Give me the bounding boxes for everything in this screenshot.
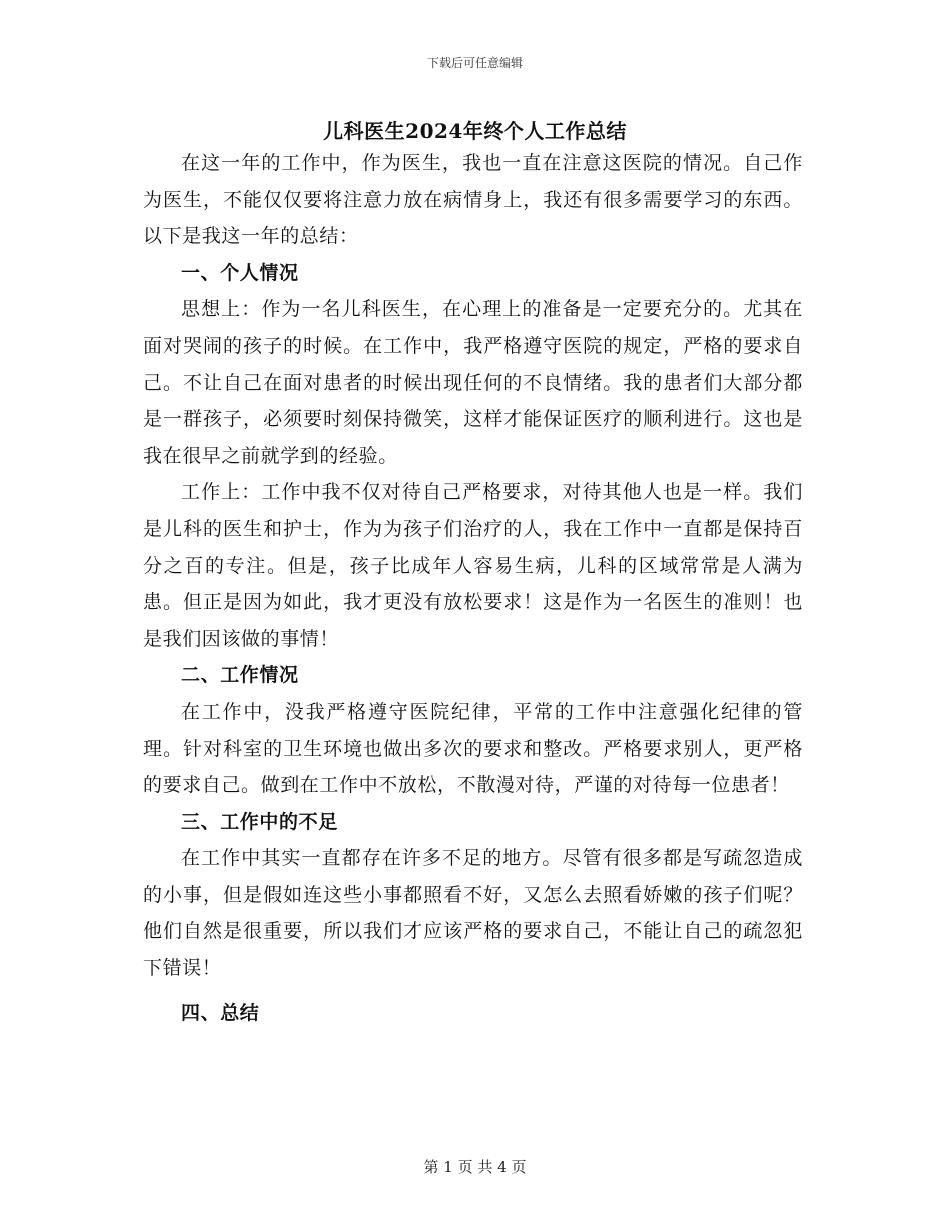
- section-heading-work: 二、工作情况: [181, 664, 299, 687]
- section-heading-personal: 一、个人情况: [181, 261, 299, 284]
- paragraph-work-attitude: 工作上：工作中我不仅对待自己严格要求，对待其他人也是一样。我们是儿科的医生和护士，作为为孩子们治疗的人，我在工作中一直都是保持百分之百的专注。但是，孩子比成年人容易生病，儿科的区域常常是人满为患。但正是因为如此，我才更没有放松要求！这是作为一名医生的准则！也是我们因该做的事情！: [143, 481, 803, 650]
- paragraph-thinking: 思想上：作为一名儿科医生，在心理上的准备是一定要充分的。尤其在面对哭闹的孩子的时候。在工作中，我严格遵守医院的规定，严格的要求自己。不让自己在面对患者的时候出现任何的不良情绪。我的患者们大部分都是一群孩子，必须要时刻保持微笑，这样才能保证医疗的顺利进行。这也是我在很早之前就学到的经验。: [143, 298, 803, 467]
- page-number: 第 1 页 共 4 页: [423, 1158, 527, 1176]
- intro-paragraph: 在这一年的工作中，作为医生，我也一直在注意这医院的情况。自己作为医生，不能仅仅要将注意力放在病情身上，我还有很多需要学习的东西。以下是我这一年的总结：: [143, 152, 803, 248]
- section-heading-summary: 四、总结: [181, 1001, 260, 1024]
- paragraph-shortcomings: 在工作中其实一直都存在许多不足的地方。尽管有很多都是写疏忽造成的小事，但是假如连这些小事都照看不好，又怎么去照看娇嫩的孩子们呢？他们自然是很重要，所以我们才应该严格的要求自己，不能让自己的疏忽犯下错误！: [143, 847, 803, 980]
- page-header-note: 下载后可任意编辑: [426, 56, 523, 70]
- document-body: [143, 145, 803, 1031]
- section-heading-shortcomings: 三、工作中的不足: [181, 810, 338, 833]
- document-title: 儿科医生2024年终个人工作总结: [323, 119, 627, 143]
- paragraph-work-status: 在工作中，没我严格遵守医院纪律，平常的工作中注意强化纪律的管理。针对科室的卫生环境也做出多次的要求和整改。严格要求别人，更严格的要求自己。做到在工作中不放松，不散漫对待，严谨的对待每一位患者！: [143, 700, 803, 797]
